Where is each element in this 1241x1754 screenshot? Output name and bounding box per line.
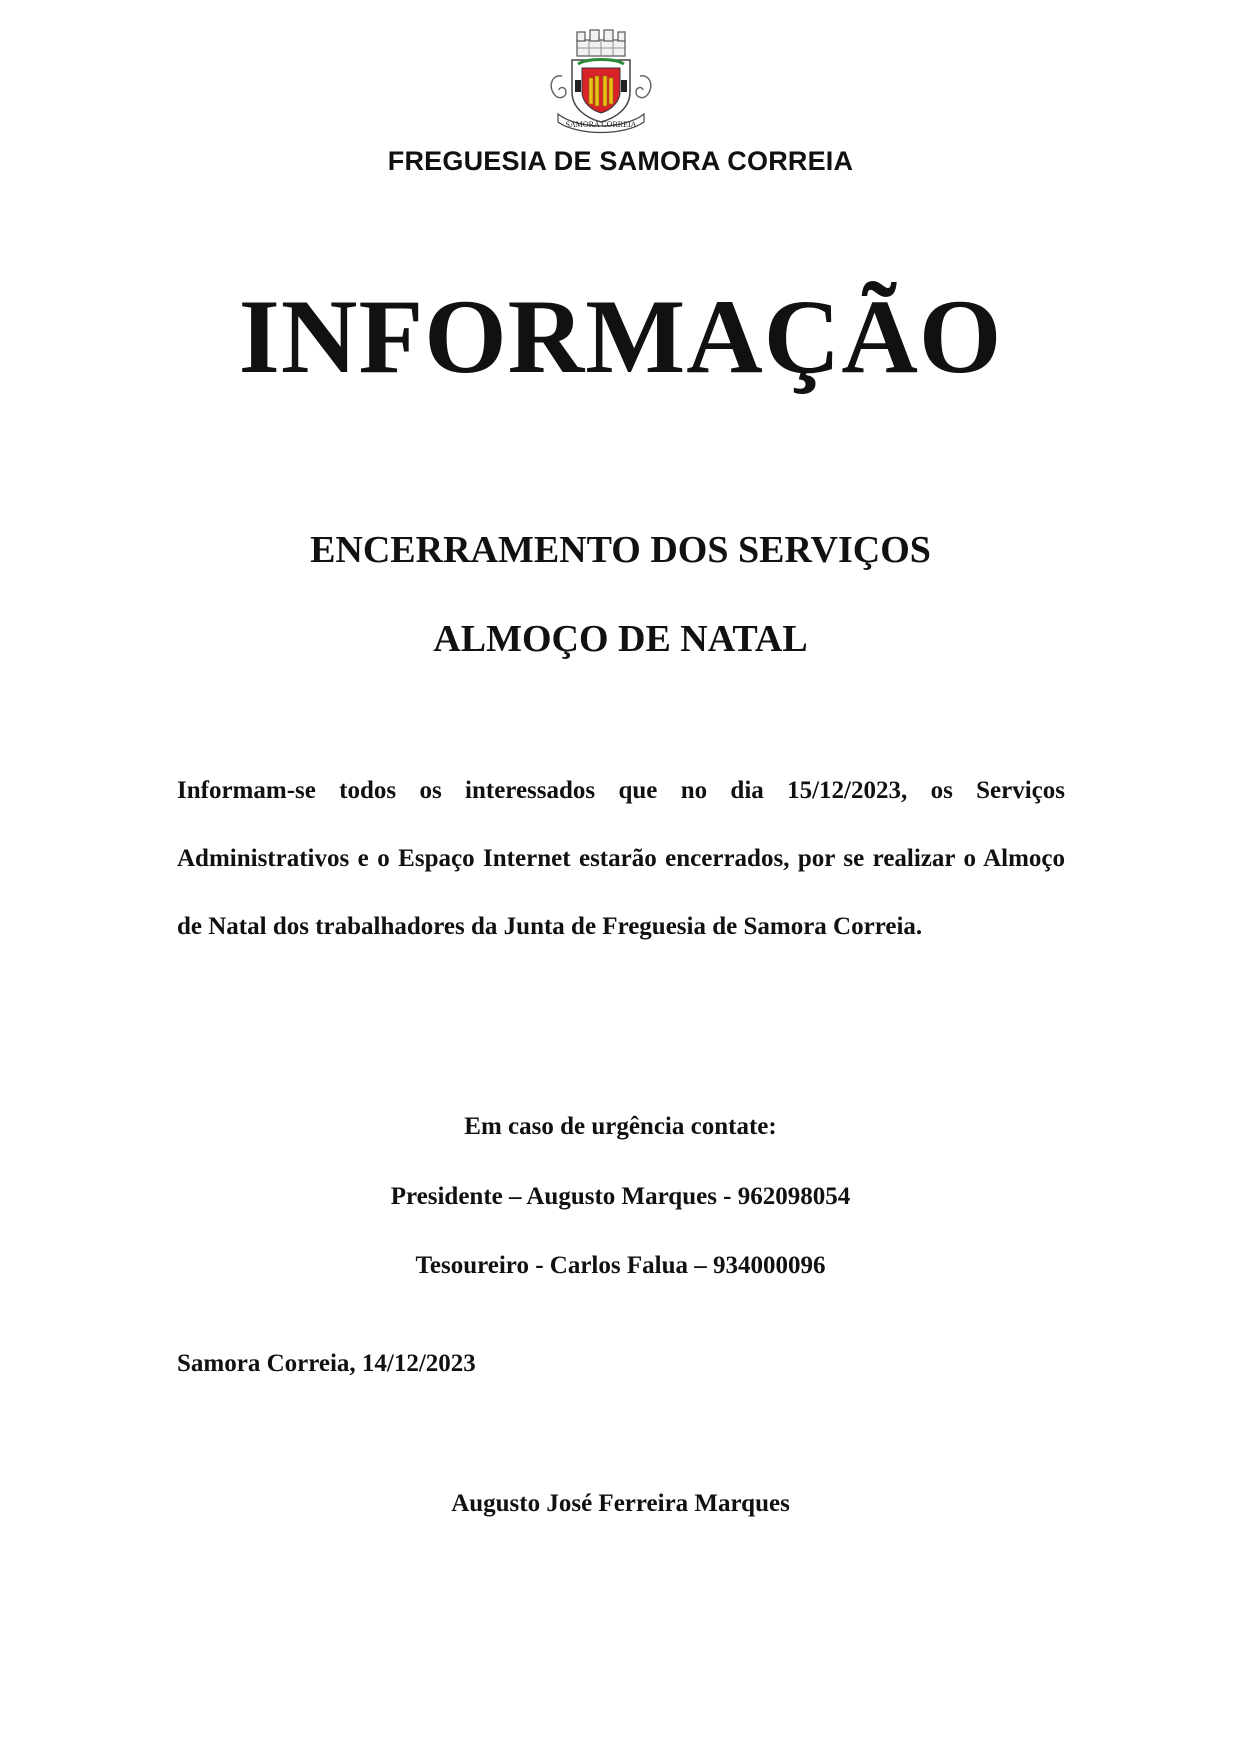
subtitle-closure: ENCERRAMENTO DOS SERVIÇOS [310, 529, 931, 571]
contact-president: Presidente – Augusto Marques - 962098054 [390, 1183, 851, 1210]
svg-text:SAMORA CORREIA: SAMORA CORREIA [565, 120, 637, 129]
contact-treasurer: Tesoureiro - Carlos Falua – 934000096 [415, 1252, 826, 1279]
subtitle-christmas-lunch: ALMOÇO DE NATAL [433, 618, 808, 660]
organization-name: FREGUESIA DE SAMORA CORREIA [387, 146, 854, 176]
coat-of-arms-icon [544, 26, 658, 136]
page-title: INFORMAÇÃO [238, 278, 1003, 395]
signature-name: Augusto José Ferreira Marques [451, 1490, 790, 1517]
body-paragraph: Informam-se todos os interessados que no dia 15/12/2023, os Serviços Administrativos e o Espaço Internet estarão encerrados, por se realizar o Almoço de Natal dos trabalhadores da Junta de Freguesia de Samora Correia. [177, 777, 1065, 940]
place-and-date: Samora Correia, 14/12/2023 [177, 1350, 476, 1377]
contacts-heading: Em caso de urgência contate: [464, 1113, 777, 1140]
